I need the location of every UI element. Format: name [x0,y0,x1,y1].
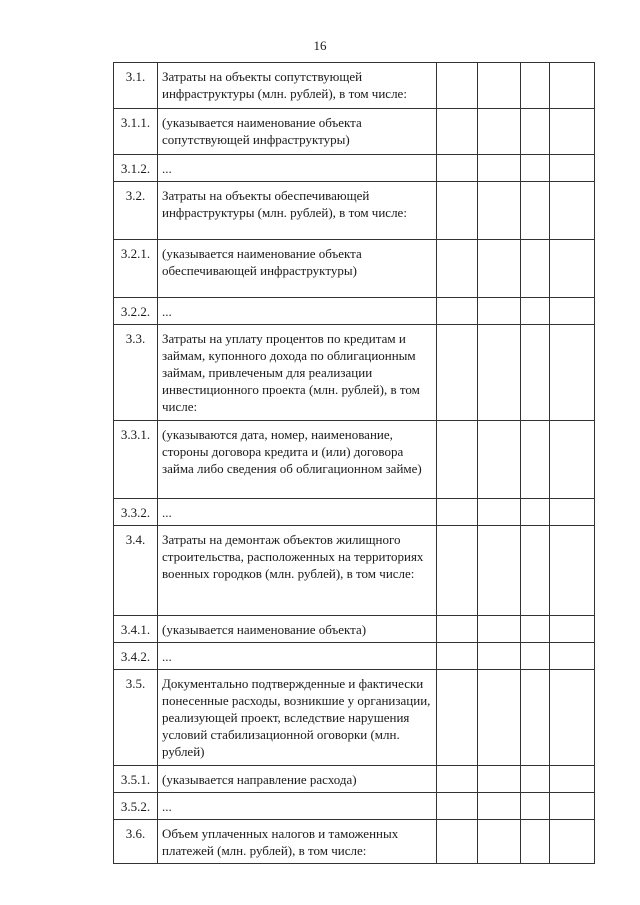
table-row [114,325,595,421]
empty-value-cell [521,670,550,766]
empty-value-cell [437,109,478,155]
row-number: 3.5.1. [114,766,158,793]
empty-value-cell [550,155,595,182]
row-description: (указывается направление расхода) [158,766,437,793]
table-row [114,155,595,182]
empty-value-cell [478,793,521,820]
table-row [114,766,595,793]
empty-value-cell [478,820,521,864]
table-row [114,63,595,109]
empty-value-cell [478,670,521,766]
row-number: 3.5.2. [114,793,158,820]
table-row [114,526,595,616]
row-number: 3.4.1. [114,616,158,643]
empty-value-cell [521,793,550,820]
row-description: Затраты на объекты сопутствующей инфраструктуры (млн. рублей), в том числе: [158,63,437,109]
empty-value-cell [437,155,478,182]
row-number: 3.2.1. [114,240,158,298]
table-row [114,421,595,499]
empty-value-cell [478,616,521,643]
table-row [114,298,595,325]
empty-value-cell [521,63,550,109]
table-row [114,499,595,526]
empty-value-cell [550,526,595,616]
table-row [114,240,595,298]
empty-value-cell [550,325,595,421]
empty-value-cell [478,155,521,182]
empty-value-cell [437,793,478,820]
empty-value-cell [521,155,550,182]
empty-value-cell [437,820,478,864]
empty-value-cell [550,298,595,325]
empty-value-cell [478,421,521,499]
table-row [114,109,595,155]
empty-value-cell [521,526,550,616]
empty-value-cell [521,240,550,298]
row-number: 3.3.1. [114,421,158,499]
empty-value-cell [521,298,550,325]
empty-value-cell [521,766,550,793]
empty-value-cell [521,820,550,864]
row-description: ... [158,643,437,670]
table-row [114,820,595,864]
empty-value-cell [437,643,478,670]
row-description: Документально подтвержденные и фактически понесенные расходы, возникшие у организации, реализующей проект, вследствие нарушения условий стабилизационной оговорки (млн. рублей) [158,670,437,766]
empty-value-cell [437,63,478,109]
row-number: 3.5. [114,670,158,766]
empty-value-cell [478,325,521,421]
row-number: 3.1. [114,63,158,109]
row-description: ... [158,499,437,526]
row-number: 3.4. [114,526,158,616]
empty-value-cell [521,109,550,155]
empty-value-cell [437,421,478,499]
empty-value-cell [478,182,521,240]
table-row [114,616,595,643]
empty-value-cell [550,616,595,643]
empty-value-cell [478,240,521,298]
cost-table [113,62,595,864]
table-row [114,793,595,820]
empty-value-cell [437,325,478,421]
empty-value-cell [437,499,478,526]
empty-value-cell [550,109,595,155]
row-number: 3.3. [114,325,158,421]
empty-value-cell [550,766,595,793]
table-row [114,182,595,240]
row-description: Затраты на уплату процентов по кредитам и займам, купонного дохода по облигационным займам, привлеченым для реализации инвестиционного проекта (млн. рублей), в том числе: [158,325,437,421]
row-description: Объем уплаченных налогов и таможенных платежей (млн. рублей), в том числе: [158,820,437,864]
empty-value-cell [521,499,550,526]
empty-value-cell [478,298,521,325]
row-description: (указывается наименование объекта обеспечивающей инфраструктуры) [158,240,437,298]
empty-value-cell [437,298,478,325]
table-row [114,643,595,670]
empty-value-cell [478,499,521,526]
row-description: ... [158,793,437,820]
empty-value-cell [550,499,595,526]
empty-value-cell [478,63,521,109]
page-number: 16 [313,38,327,53]
row-description: Затраты на объекты обеспечивающей инфраструктуры (млн. рублей), в том числе: [158,182,437,240]
empty-value-cell [478,643,521,670]
row-description: (указывается наименование объекта сопутствующей инфраструктуры) [158,109,437,155]
empty-value-cell [437,616,478,643]
empty-value-cell [550,182,595,240]
empty-value-cell [521,643,550,670]
empty-value-cell [521,182,550,240]
empty-value-cell [550,63,595,109]
row-number: 3.4.2. [114,643,158,670]
empty-value-cell [478,766,521,793]
empty-value-cell [550,793,595,820]
row-description: Затраты на демонтаж объектов жилищного строительства, расположенных на территориях военных городков (млн. рублей), в том числе: [158,526,437,616]
empty-value-cell [437,766,478,793]
table-row [114,670,595,766]
empty-value-cell [550,643,595,670]
empty-value-cell [550,240,595,298]
row-description: (указываются дата, номер, наименование, стороны договора кредита и (или) договора займа либо сведения об облигационном займе) [158,421,437,499]
empty-value-cell [550,820,595,864]
empty-value-cell [550,421,595,499]
row-number: 3.2. [114,182,158,240]
empty-value-cell [437,240,478,298]
row-number: 3.1.2. [114,155,158,182]
empty-value-cell [437,182,478,240]
row-number: 3.2.2. [114,298,158,325]
empty-value-cell [437,670,478,766]
empty-value-cell [478,109,521,155]
row-description: ... [158,298,437,325]
row-number: 3.3.2. [114,499,158,526]
empty-value-cell [478,526,521,616]
empty-value-cell [437,526,478,616]
row-number: 3.1.1. [114,109,158,155]
row-description: (указывается наименование объекта) [158,616,437,643]
row-description: ... [158,155,437,182]
empty-value-cell [521,421,550,499]
empty-value-cell [550,670,595,766]
empty-value-cell [521,616,550,643]
empty-value-cell [521,325,550,421]
row-number: 3.6. [114,820,158,864]
